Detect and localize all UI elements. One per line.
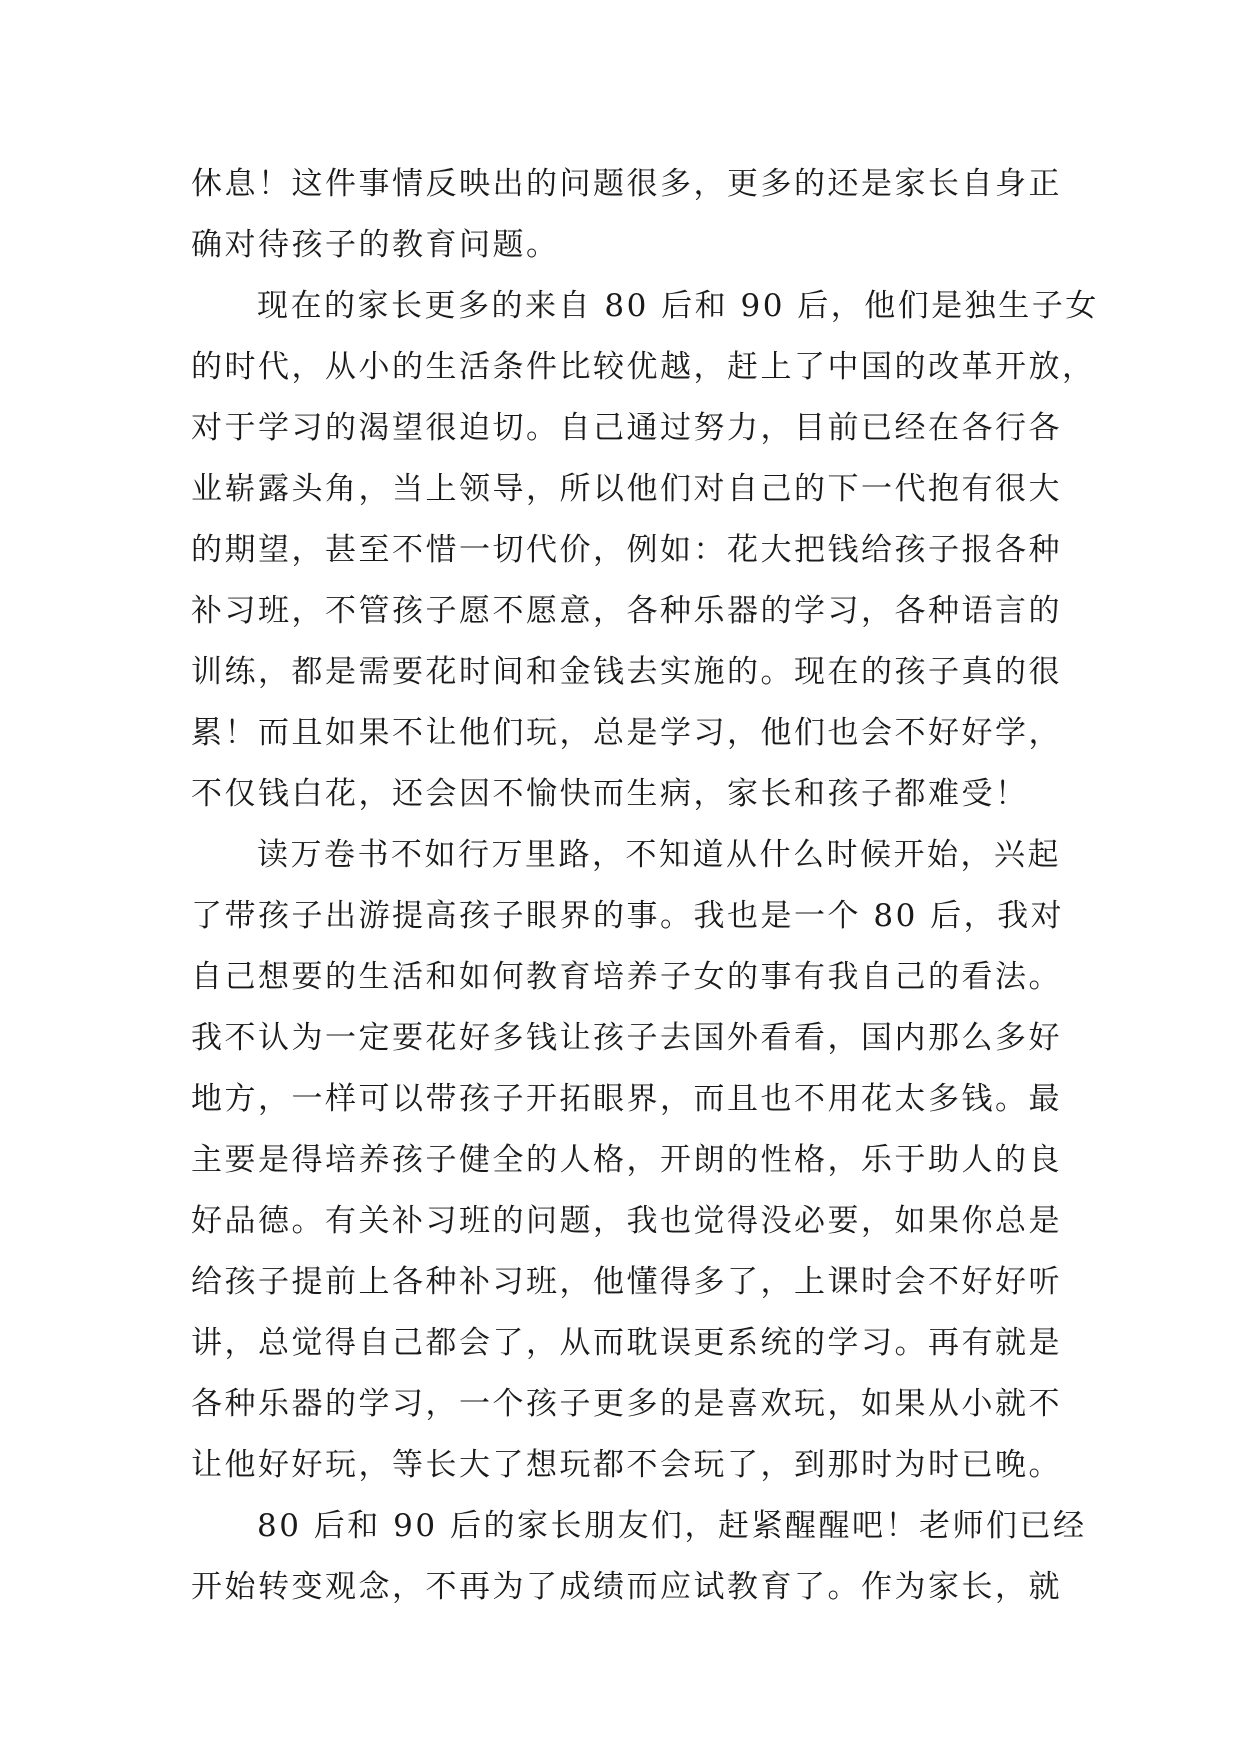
text-line: 了带孩子出游提高孩子眼界的事。我也是一个 80 后，我对	[191, 898, 1065, 934]
text-line: 休息！这件事情反映出的问题很多，更多的还是家长自身正	[191, 166, 1062, 202]
text-line: 累！而且如果不让他们玩，总是学习，他们也会不好好学，	[191, 715, 1062, 751]
text-line: 不仅钱白花，还会因不愉快而生病，家长和孩子都难受！	[191, 776, 1029, 812]
body-text	[191, 154, 1099, 1618]
text-line: 各种乐器的学习，一个孩子更多的是喜欢玩，如果从小就不	[191, 1386, 1062, 1422]
text-line: 补习班，不管孩子愿不愿意，各种乐器的学习，各种语言的	[191, 593, 1062, 629]
text-line: 业崭露头角，当上领导，所以他们对自己的下一代抱有很大	[191, 471, 1062, 507]
text-line: 地方，一样可以带孩子开拓眼界，而且也不用花太多钱。最	[191, 1081, 1062, 1117]
text-line: 讲，总觉得自己都会了，从而耽误更系统的学习。再有就是	[191, 1325, 1062, 1361]
text-line: 给孩子提前上各种补习班，他懂得多了，上课时会不好好听	[191, 1264, 1062, 1300]
text-line: 好品德。有关补习班的问题，我也觉得没必要，如果你总是	[191, 1203, 1062, 1239]
text-line: 的期望，甚至不惜一切代价，例如：花大把钱给孩子报各种	[191, 532, 1062, 568]
text-line: 读万卷书不如行万里路，不知道从什么时候开始，兴起	[257, 837, 1061, 873]
text-line: 主要是得培养孩子健全的人格，开朗的性格，乐于助人的良	[191, 1142, 1062, 1178]
text-line: 让他好好玩，等长大了想玩都不会玩了，到那时为时已晚。	[191, 1447, 1062, 1483]
text-line: 确对待孩子的教育问题。	[191, 227, 560, 263]
text-line: 80 后和 90 后的家长朋友们，赶紧醒醒吧！老师们已经	[257, 1508, 1087, 1544]
text-line: 对于学习的渴望很迫切。自己通过努力，目前已经在各行各	[191, 410, 1062, 446]
text-line: 自己想要的生活和如何教育培养子女的事有我自己的看法。	[191, 959, 1062, 995]
text-line: 开始转变观念，不再为了成绩而应试教育了。作为家长，就	[191, 1569, 1062, 1605]
text-line: 的时代，从小的生活条件比较优越，赶上了中国的改革开放，	[191, 349, 1096, 385]
text-line: 训练，都是需要花时间和金钱去实施的。现在的孩子真的很	[191, 654, 1062, 690]
text-line: 我不认为一定要花好多钱让孩子去国外看看，国内那么多好	[191, 1020, 1062, 1056]
text-line: 现在的家长更多的来自 80 后和 90 后，他们是独生子女	[257, 288, 1099, 324]
